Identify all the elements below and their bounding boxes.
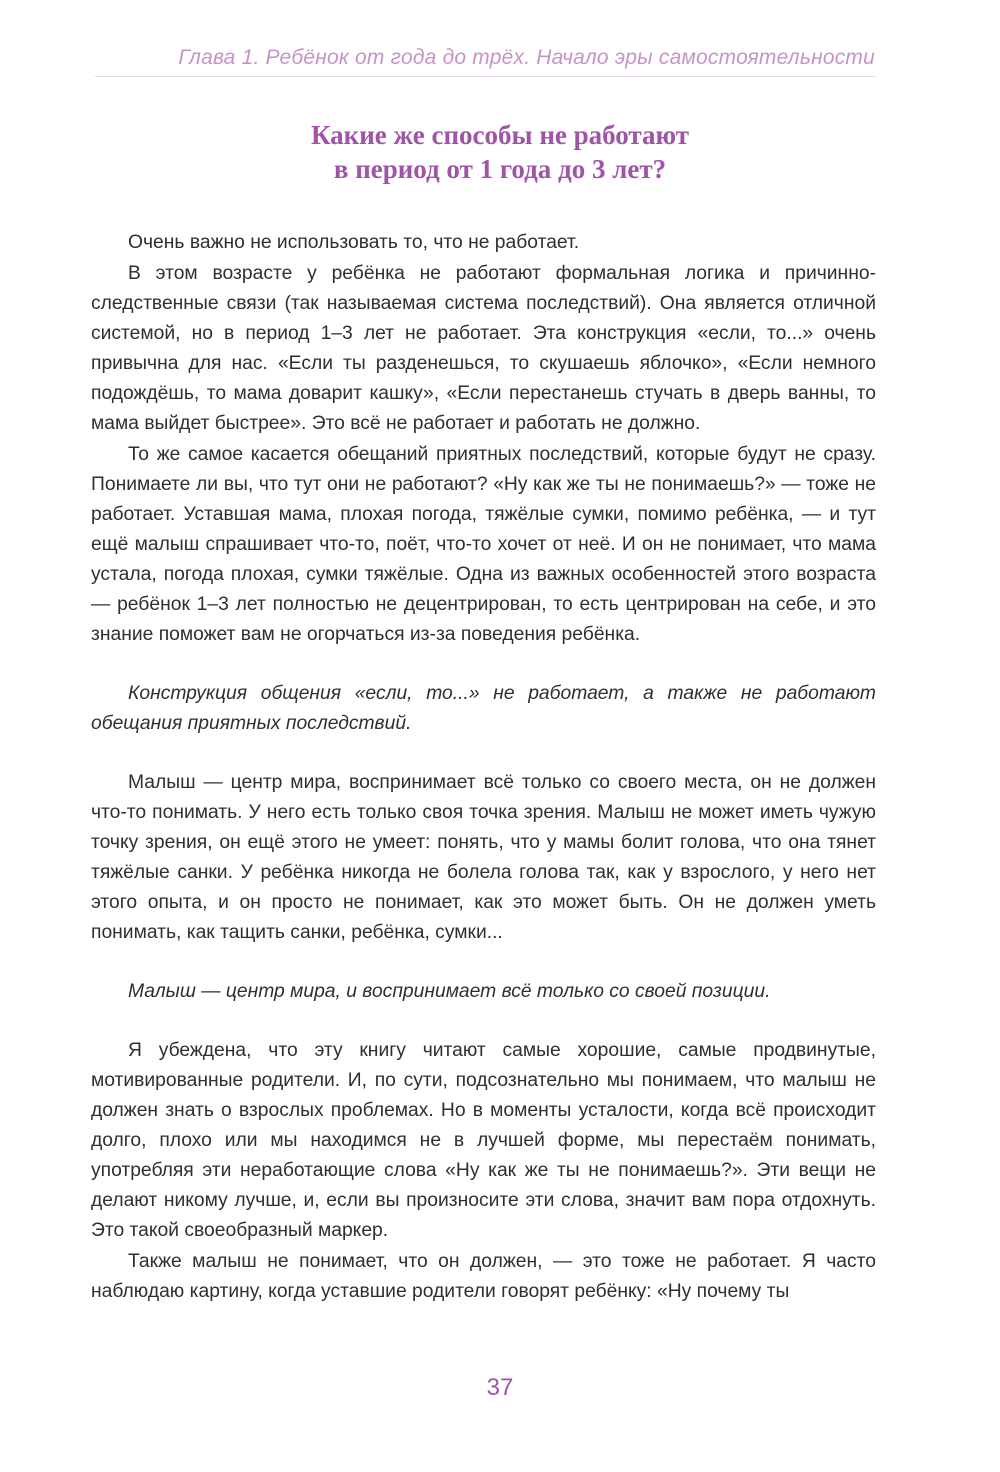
paragraph: Я убеждена, что эту книгу читают самые хорошие, самые продвинутые, мотивированные родители. И, по сути, подсознательно мы понимаем, что малыш не должен знать о взрослых проблемах. Но в моменты усталости, когда всё происходит долго, плохо или мы находимся не в лучшей форме, мы перестаём понимать, употребляя эти неработающие слова «Ну как же ты не понимаешь?». Эти вещи не делают никому лучше, и, если вы произносите эти слова, значит вам пора отдохнуть. Это такой своеобразный маркер. (91, 1040, 876, 1241)
paragraph: То же самое касается обещаний приятных последствий, которые будут не сразу. Понимаете ли вы, что тут они не работают? «Ну как же ты не понимаешь?» — тоже не работает. Уставшая мама, плохая погода, тяжёлые сумки, помимо ребёнка, — и тут ещё малыш спрашивает что-то, поёт, что-то хочет от неё. И он не понимает, что мама устала, погода плохая, сумки тяжёлые. Одна из важных особенностей этого возраста — ребёнок 1–3 лет полностью не децентрирован, то есть центрирован на себе, и это знание поможет вам не огорчаться из-за поведения ребёнка. (91, 444, 876, 645)
page-number: 37 (486, 1374, 514, 1401)
paragraph: Малыш — центр мира, воспринимает всё только со своего места, он не должен что-то понимать. У него есть только своя точка зрения. Малыш не может иметь чужую точку зрения, он ещё этого не умеет: понять, что у мамы болит голова, что она тянет тяжёлые санки. У ребёнка никогда не болела голова так, как у взрослого, у него нет этого опыта, и он просто не понимает, как это может быть. Он не должен уметь понимать, как тащить санки, ребёнка, сумки... (91, 772, 876, 943)
section-title (125, 118, 875, 186)
callout-italic: Малыш — центр мира, и воспринимает всё только со своей позиции. (128, 981, 771, 1002)
header-divider (95, 76, 875, 77)
callout-italic: Конструкция общения «если, то...» не работает, а также не работают обещания приятных последствий. (91, 683, 876, 734)
body-text (91, 228, 876, 1307)
section-title-line-2: в период от 1 года до 3 лет? (333, 154, 667, 184)
paragraph: В этом возрасте у ребёнка не работают формальная логика и причинно-следственные связи (так называемая система последствий). Она является отличной системой, но в период 1–3 лет не работает. Эта конструкция «если, то...» очень привычна для нас. «Если ты разденешься, то скушаешь яблочко», «Если немного подождёшь, то мама доварит кашку», «Если перестанешь стучать в дверь ванны, то мама выйдет быстрее». Это всё не работает и работать не должно. (91, 263, 876, 434)
paragraph: Очень важно не использовать то, что не работает. (128, 232, 580, 253)
running-header: Глава 1. Ребёнок от года до трёх. Начало эры самостоятельности (178, 46, 875, 69)
section-title-line-1: Какие же способы не работают (310, 120, 690, 150)
paragraph: Также малыш не понимает, что он должен, — это тоже не работает. Я часто наблюдаю картину, когда уставшие родители говорят ребёнку: «Ну почему ты (91, 1251, 876, 1302)
